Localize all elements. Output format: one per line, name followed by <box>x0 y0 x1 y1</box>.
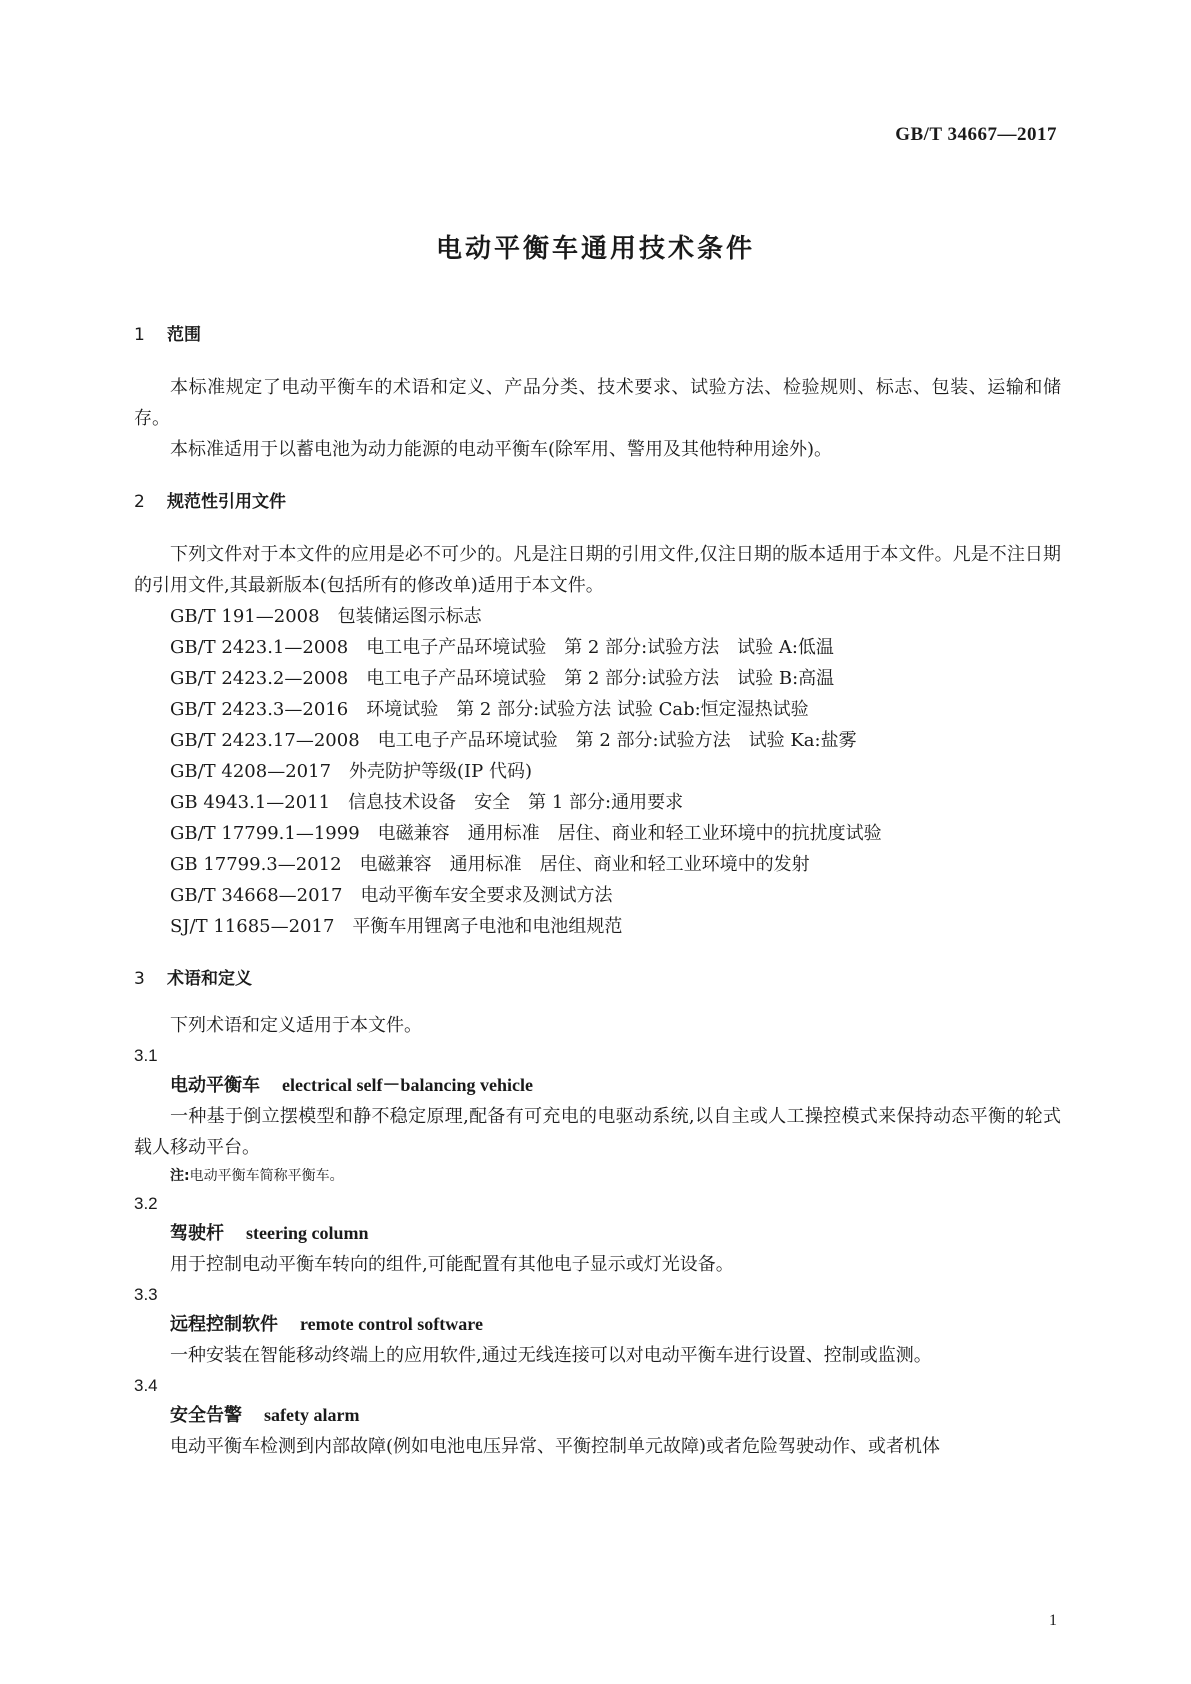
reference-item: GB 17799.3—2012 电磁兼容 通用标准 居住、商业和轻工业环境中的发射 <box>170 854 810 875</box>
section-number: 3 <box>134 969 145 989</box>
standard-code: GB/T 34667—2017 <box>895 124 1057 145</box>
term-english: remote control software <box>300 1314 483 1334</box>
term-entry <box>134 1400 1061 1431</box>
references-intro: 下列文件对于本文件的应用是必不可少的。凡是注日期的引用文件,仅注日期的版本适用于本文件。凡是不注日期的引用文件,其最新版本(包括所有的修改单)适用于本文件。 <box>134 544 1061 596</box>
terms-intro: 下列术语和定义适用于本文件。 <box>170 1015 422 1036</box>
term-chinese: 安全告警 <box>170 1405 242 1426</box>
reference-item: SJ/T 11685—2017 平衡车用锂离子电池和电池组规范 <box>170 916 623 937</box>
term-chinese: 电动平衡车 <box>170 1075 260 1096</box>
scope-paragraph-2: 本标准适用于以蓄电池为动力能源的电动平衡车(除军用、警用及其他特种用途外)。 <box>170 439 833 460</box>
reference-item: GB/T 2423.3—2016 环境试验 第 2 部分:试验方法 试验 Cab:恒定湿热试验 <box>170 699 809 720</box>
section-heading-normative-references <box>134 489 1061 515</box>
clause-number: 3.4 <box>134 1376 158 1395</box>
clause-number: 3.2 <box>134 1194 158 1213</box>
document-body <box>134 322 1061 1462</box>
term-definition: 用于控制电动平衡车转向的组件,可能配置有其他电子显示或灯光设备。 <box>170 1254 734 1275</box>
section-number: 2 <box>134 492 145 512</box>
term-english: safety alarm <box>264 1405 360 1425</box>
term-english: electrical self－balancing vehicle <box>282 1075 533 1095</box>
reference-item: GB/T 34668—2017 电动平衡车安全要求及测试方法 <box>170 885 613 906</box>
term-chinese: 驾驶杆 <box>170 1223 224 1244</box>
reference-item: GB/T 2423.1—2008 电工电子产品环境试验 第 2 部分:试验方法 试验 A:低温 <box>170 637 834 658</box>
term-definition: 电动平衡车检测到内部故障(例如电池电压异常、平衡控制单元故障)或者危险驾驶动作、或者机体 <box>170 1436 941 1457</box>
section-heading-terms-definitions <box>134 966 1061 992</box>
term-entry <box>134 1309 1061 1340</box>
section-number: 1 <box>134 325 145 345</box>
document-title: 电动平衡车通用技术条件 <box>435 234 755 264</box>
note-label: 注: <box>170 1168 190 1184</box>
clause-number: 3.1 <box>134 1046 158 1065</box>
scope-paragraph-1: 本标准规定了电动平衡车的术语和定义、产品分类、技术要求、试验方法、检验规则、标志、包装、运输和储存。 <box>134 377 1061 429</box>
clause-number: 3.3 <box>134 1285 158 1304</box>
reference-item: GB/T 4208—2017 外壳防护等级(IP 代码) <box>170 761 533 782</box>
section-title: 范围 <box>167 325 201 345</box>
reference-item: GB/T 2423.17—2008 电工电子产品环境试验 第 2 部分:试验方法 试验 Ka:盐雾 <box>170 730 857 751</box>
reference-item: GB/T 17799.1—1999 电磁兼容 通用标准 居住、商业和轻工业环境中的抗扰度试验 <box>170 823 882 844</box>
term-english: steering column <box>246 1223 369 1243</box>
term-definition: 一种安装在智能移动终端上的应用软件,通过无线连接可以对电动平衡车进行设置、控制或监测。 <box>170 1345 932 1366</box>
page-number: 1 <box>1049 1612 1057 1629</box>
term-entry <box>134 1070 1061 1101</box>
term-definition: 一种基于倒立摆模型和静不稳定原理,配备有可充电的电驱动系统,以自主或人工操控模式来保持动态平衡的轮式载人移动平台。 <box>134 1106 1061 1158</box>
term-entry <box>134 1218 1061 1249</box>
term-chinese: 远程控制软件 <box>170 1314 278 1335</box>
section-title: 术语和定义 <box>167 969 252 989</box>
reference-item: GB 4943.1—2011 信息技术设备 安全 第 1 部分:通用要求 <box>170 792 684 813</box>
reference-item: GB/T 2423.2—2008 电工电子产品环境试验 第 2 部分:试验方法 试验 B:高温 <box>170 668 835 689</box>
term-note <box>134 1163 1061 1189</box>
section-heading-scope <box>134 322 1061 348</box>
section-title: 规范性引用文件 <box>167 492 286 512</box>
reference-item: GB/T 191—2008 包装储运图示标志 <box>170 606 482 627</box>
reference-list <box>134 601 1061 942</box>
note-text: 电动平衡车简称平衡车。 <box>189 1168 344 1184</box>
